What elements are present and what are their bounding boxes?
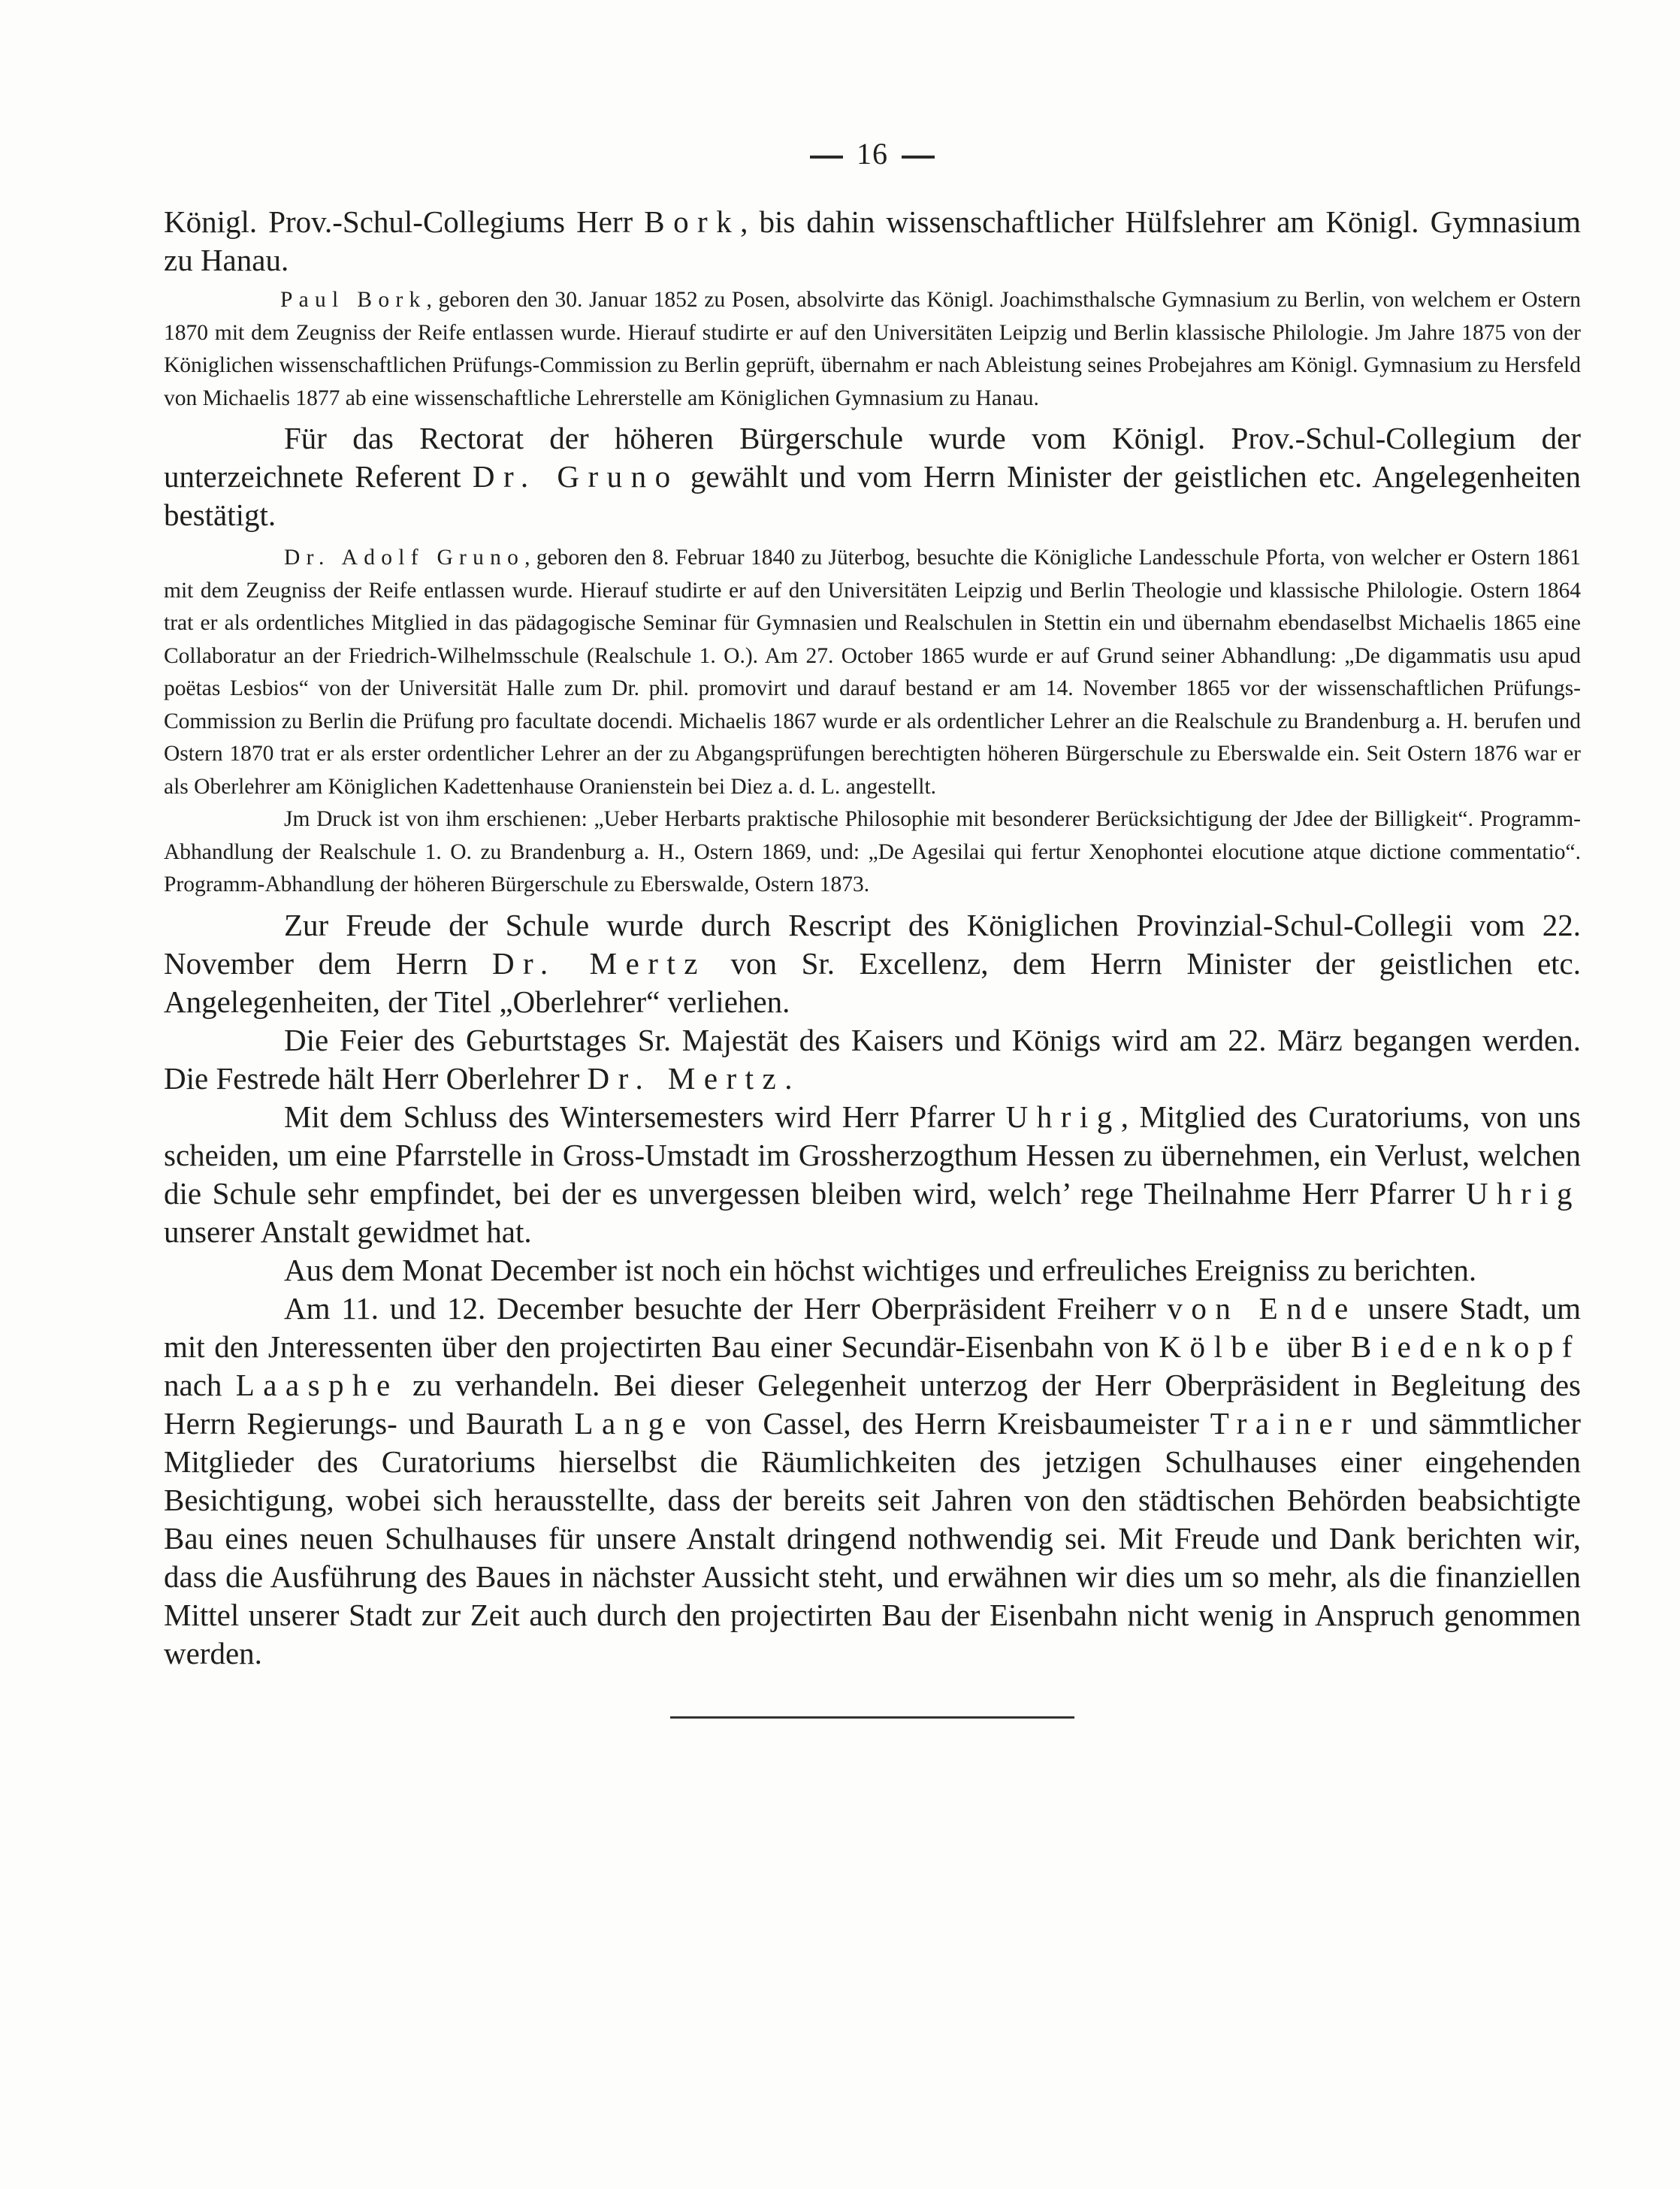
page-number xyxy=(164,135,1581,173)
paragraph-gruno-biography: Dr. Adolf Gruno, geboren den 8. Februar 1840 zu Jüterbog, besuchte die Königliche Landesschule Pforta, von welcher er Ostern 1861 mit dem Zeugniss der Reife entlassen wurde. Hierauf studirte er auf den Universitäten Leipzig und Berlin Theologie und klassische Philologie. Ostern 1864 trat er als ordentliches Mitglied in das pädagogische Seminar für Gymnasien und Realschulen in Stettin ein und übernahm ebendaselbst Michaelis 1865 eine Collaboratur an der Friedrich-Wilhelmsschule (Realschule 1. O.). Am 27. October 1865 wurde er auf Grund seiner Abhandlung: „De digammatis usu apud poëtas Lesbios“ von der Universität Halle zum Dr. phil. promovirt und darauf bestand er am 14. November 1865 vor der wissenschaftlichen Prüfungs-Commission zu Berlin die Prüfung pro facultate docendi. Michaelis 1867 wurde er als ordentlicher Lehrer an die Realschule zu Brandenburg a. H. berufen und Ostern 1870 trat er als erster ordentlicher Lehrer an der zu Abgangsprüfungen berechtigten höheren Bürgerschule zu Eberswalde ein. Seit Ostern 1876 war er als Oberlehrer am Königlichen Kadettenhause Oranienstein bei Diez a. d. L. angestellt. xyxy=(164,546,1581,799)
paragraph-birthday-celebration: Die Feier des Geburtstages Sr. Majestät des Kaisers und Königs wird am 22. März begangen werden. Die Festrede hält Herr Oberlehrer Dr. Mertz. xyxy=(164,1022,1581,1096)
document-page xyxy=(164,135,1581,1719)
place-name: Biedenkopf xyxy=(1350,1329,1581,1364)
paragraph-december-event: Aus dem Monat December ist noch ein höchst wichtiges und erfreuliches Ereigniss zu berichten. xyxy=(284,1252,1477,1287)
person-name: Dr. Mertz xyxy=(587,1060,785,1096)
person-name: Bork xyxy=(644,204,741,239)
person-name: Lange xyxy=(574,1405,695,1441)
section-divider xyxy=(670,1716,1074,1719)
person-name: Uhrig xyxy=(1465,1175,1581,1211)
person-name: Dr. Gruno xyxy=(472,459,679,494)
place-name: Kölbe xyxy=(1159,1329,1277,1364)
person-name: Paul Bork xyxy=(280,288,427,312)
place-name: Laasphe xyxy=(235,1367,399,1402)
page-number-dash-right xyxy=(902,156,935,159)
paragraph-bork-appointment: Königl. Prov.-Schul-Collegiums Herr Bork, bis dahin wissenschaftlicher Hülfslehrer am Königl. Gymnasium zu Hanau. xyxy=(164,204,1581,277)
paragraph-uhrig-departure: Mit dem Schluss des Wintersemesters wird Herr Pfarrer Uhrig, Mitglied des Curatoriums, von uns scheiden, um eine Pfarrstelle in Gross-Umstadt im Grossherzogthum Hessen zu übernehmen, ein Verlust, welchen die Schule sehr empfindet, bei der es unvergessen bleiben wird, welch’ rege Theilnahme Herr Pfarrer Uhrig unserer Anstalt gewidmet hat. xyxy=(164,1099,1581,1249)
person-name: Dr. Mertz xyxy=(491,945,706,981)
page-number-dash-left xyxy=(810,156,843,159)
paragraph-mertz-title: Zur Freude der Schule wurde durch Rescript des Königlichen Provinzial-Schul-Collegii vom 22. November dem Herrn Dr. Mertz von Sr. Excellenz, dem Herrn Minister der geistlichen etc. Angelegenheiten, der Titel „Oberlehrer“ verliehen. xyxy=(164,907,1581,1019)
paragraph-rectorate: Für das Rectorat der höheren Bürgerschule wurde vom Königl. Prov.-Schul-Collegium der unterzeichnete Referent Dr. Gruno gewählt und vom Herrn Minister der geistlichen etc. Angelegenheiten bestätigt. xyxy=(164,421,1581,532)
person-name: von Ende xyxy=(1167,1290,1357,1326)
page-number-value: 16 xyxy=(857,137,888,171)
paragraph-oberpraesident-visit: Am 11. und 12. December besuchte der Herr Oberpräsident Freiherr von Ende unsere Stadt, um mit den Jnteressenten über den projectirten Bau einer Secundär-Eisenbahn von Kölbe über Biedenkopf nach Laasphe zu verhandeln. Bei dieser Gelegenheit unterzog der Herr Oberpräsident in Begleitung des Herrn Regierungs- und Baurath Lange von Cassel, des Herrn Kreisbaumeister Trainer und sämmtlicher Mitglieder des Curatoriums hierselbst die Räumlichkeiten des jetzigen Schulhauses einer eingehenden Besichtigung, wobei sich herausstellte, dass der bereits seit Jahren von den städtischen Behörden beabsichtigte Bau eines neuen Schulhauses für unsere Anstalt dringend nothwendig sei. Mit Freude und Dank berichten wir, dass die Ausführung des Baues in nächster Aussicht steht, und erwähnen wir dies um so mehr, als die finanziellen Mittel unserer Stadt zur Zeit auch durch den projectirten Bau der Eisenbahn nicht wenig in Anspruch genommen werden. xyxy=(164,1290,1581,1670)
person-name: Uhrig xyxy=(1005,1099,1121,1134)
paragraph-bork-biography: Paul Bork, geboren den 30. Januar 1852 zu Posen, absolvirte das Königl. Joachimsthalsche Gymnasium zu Berlin, von welchem er Ostern 1870 mit dem Zeugniss der Reife entlassen wurde. Hierauf studirte er auf den Universitäten Leipzig und Berlin klassische Philologie. Jm Jahre 1875 von der Königlichen wissenschaftlichen Prüfungs-Commission zu Berlin geprüft, übernahm er nach Ableistung seines Probejahres am Königl. Gymnasium zu Hersfeld von Michaelis 1877 ab eine wissenschaftliche Lehrerstelle am Königlichen Gymnasium zu Hanau. xyxy=(164,288,1581,410)
person-name: Trainer xyxy=(1210,1405,1361,1441)
paragraph-gruno-publications: Jm Druck ist von ihm erschienen: „Ueber Herbarts praktische Philosophie mit besonderer Berücksichtigung der Jdee der Billigkeit“. Programm-Abhandlung der Realschule 1. O. zu Brandenburg a. H., Ostern 1869, und: „De Agesilai qui fertur Xenophontei elocutione atque dictione commentatio“. Programm-Abhandlung der höheren Bürgerschule zu Eberswalde, Ostern 1873. xyxy=(164,807,1581,896)
person-name: Dr. Adolf Gruno xyxy=(284,546,525,570)
